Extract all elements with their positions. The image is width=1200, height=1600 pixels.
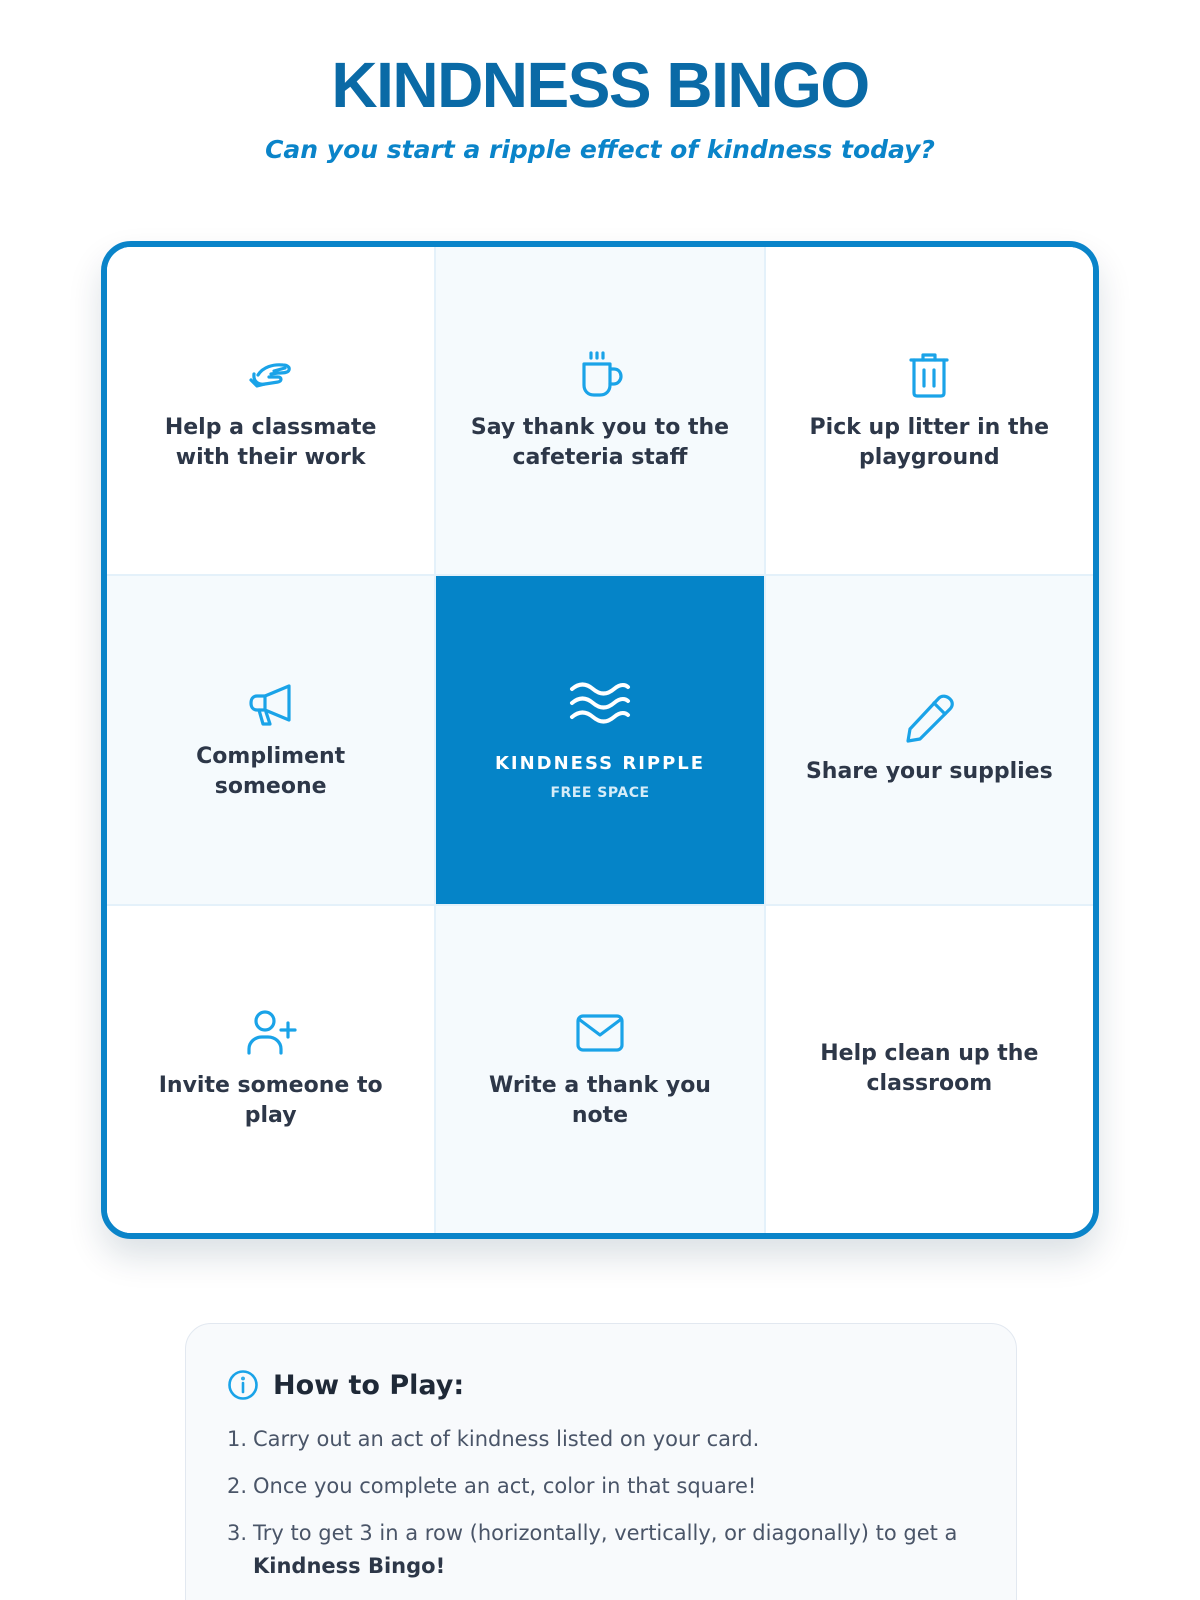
bingo-board [101, 241, 1099, 1239]
page-subtitle: Can you start a ripple effect of kindness today? [265, 135, 935, 164]
bingo-square-invite-to-play[interactable] [107, 906, 434, 1233]
step-text: Carry out an act of kindness listed on your card. [253, 1427, 760, 1451]
how-to-play-title: How to Play: [273, 1369, 465, 1401]
bingo-square-label: Invite someone to play [158, 1073, 383, 1129]
trash-can-icon [903, 349, 955, 401]
step-text: Once you complete an act, color in that square! [253, 1474, 757, 1498]
bingo-grid [107, 247, 1093, 1233]
bingo-square-label: Help clean up the classroom [820, 1041, 1039, 1097]
megaphone-icon [245, 678, 297, 730]
bingo-square-pick-up-litter[interactable] [766, 247, 1093, 574]
coffee-cup-icon [574, 349, 626, 401]
how-to-play-panel [185, 1323, 1017, 1600]
bingo-square-label: Pick up litter in the playground [809, 414, 1050, 470]
step-number: 2. [227, 1474, 248, 1498]
bingo-square-label: Help a classmate with their work [164, 414, 377, 470]
step-number: 3. [227, 1521, 248, 1545]
list-item [227, 1517, 987, 1583]
helping-hand-icon [245, 349, 297, 401]
bingo-square-thank-you-note[interactable] [436, 906, 763, 1233]
user-plus-icon [245, 1007, 297, 1059]
bingo-square-label: Say thank you to the cafeteria staff [470, 414, 730, 470]
bingo-square-help-classmate[interactable] [107, 247, 434, 574]
bingo-square-label: Share your supplies [805, 758, 1053, 784]
info-icon [227, 1369, 259, 1401]
free-space-title: KINDNESS RIPPLE [494, 752, 706, 774]
how-to-play-header [227, 1369, 464, 1401]
bingo-square-compliment[interactable] [107, 576, 434, 903]
free-space-subtitle: FREE SPACE [550, 784, 650, 801]
bingo-square-label: Compliment someone [196, 743, 346, 799]
how-to-play-steps [227, 1423, 987, 1597]
waves-icon [568, 679, 632, 731]
free-space-square[interactable] [436, 576, 763, 903]
step-emphasis: Kindness Bingo! [253, 1554, 446, 1578]
bingo-square-label: Write a thank you note [489, 1073, 711, 1129]
step-text: Try to get 3 in a row (horizontally, vertically, or diagonally) to get a [253, 1521, 958, 1545]
list-item [227, 1423, 987, 1456]
page-title: KINDNESS BINGO [331, 49, 869, 121]
pencil-icon [903, 693, 955, 745]
list-item [227, 1470, 987, 1503]
bingo-square-thank-cafeteria[interactable] [436, 247, 763, 574]
bingo-square-clean-classroom[interactable] [766, 906, 1093, 1233]
step-number: 1. [227, 1427, 248, 1451]
bingo-square-share-supplies[interactable] [766, 576, 1093, 903]
envelope-icon [574, 1007, 626, 1059]
